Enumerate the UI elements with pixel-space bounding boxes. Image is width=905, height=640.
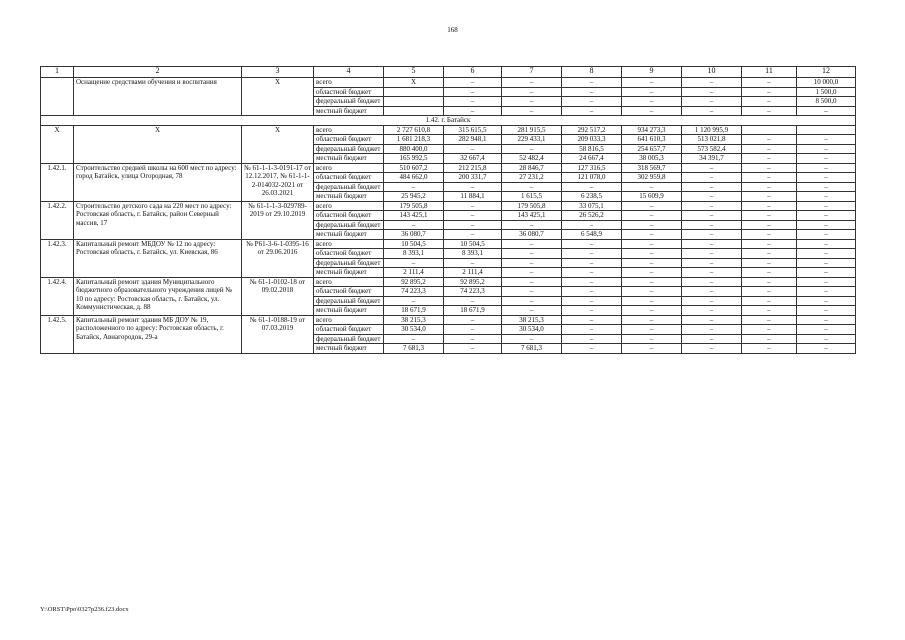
item-name: Капитальный ремонт здания МБ ДОУ № 19, расположенного по адресу: Ростовская область, г. Батайск, Авиагородок, 29-а xyxy=(74,315,242,353)
funding-source: всего xyxy=(314,125,384,135)
value-cell: – xyxy=(742,144,797,154)
value-cell: – xyxy=(682,97,742,107)
value-cell: – xyxy=(502,249,562,259)
value-cell: – xyxy=(742,106,797,116)
value-cell: 127 316,5 xyxy=(562,163,622,173)
funding-source: местный бюджет xyxy=(314,268,384,278)
value-cell: – xyxy=(797,192,856,202)
value-cell: – xyxy=(797,296,856,306)
value-cell: 880 400,0 xyxy=(384,144,444,154)
value-cell: – xyxy=(742,268,797,278)
item-number xyxy=(41,78,74,116)
funding-source: областной бюджет xyxy=(314,287,384,297)
value-cell: – xyxy=(742,173,797,183)
value-cell: 10 504,5 xyxy=(384,239,444,249)
value-cell: – xyxy=(444,258,502,268)
value-cell: 200 331,7 xyxy=(444,173,502,183)
value-cell: – xyxy=(682,249,742,259)
value-cell: – xyxy=(797,182,856,192)
value-cell: – xyxy=(502,97,562,107)
value-cell: – xyxy=(502,287,562,297)
item-name: Строительство детского сада на 220 мест по адресу: Ростовская область, г. Батайск, район Северный массив, 17 xyxy=(74,201,242,239)
value-cell: 165 992,5 xyxy=(384,154,444,164)
value-cell xyxy=(384,106,444,116)
value-cell: – xyxy=(384,182,444,192)
item-document: X xyxy=(242,125,314,163)
column-header: 11 xyxy=(742,67,797,78)
value-cell: – xyxy=(562,97,622,107)
value-cell: – xyxy=(502,258,562,268)
column-header: 4 xyxy=(314,67,384,78)
value-cell: – xyxy=(502,78,562,88)
value-cell: – xyxy=(502,306,562,316)
value-cell: 8 393,1 xyxy=(384,249,444,259)
funding-source: федеральный бюджет xyxy=(314,334,384,344)
value-cell: – xyxy=(682,78,742,88)
value-cell: 10 000,0 xyxy=(797,78,856,88)
value-cell: – xyxy=(622,87,682,97)
value-cell: 318 569,7 xyxy=(622,163,682,173)
value-cell: – xyxy=(742,87,797,97)
funding-source: местный бюджет xyxy=(314,306,384,316)
value-cell: 92 895,2 xyxy=(384,277,444,287)
value-cell: 33 075,1 xyxy=(562,201,622,211)
item-number: 1.42.2. xyxy=(41,201,74,239)
page-number: 168 xyxy=(447,26,458,34)
footer-path: Y:\ORST\Ppo\0327p236.f23.docx xyxy=(40,606,129,613)
header-row xyxy=(41,67,856,78)
value-cell: – xyxy=(742,211,797,221)
value-cell: – xyxy=(682,192,742,202)
value-cell: – xyxy=(742,258,797,268)
value-cell: – xyxy=(742,192,797,202)
value-cell: – xyxy=(502,277,562,287)
funding-source: местный бюджет xyxy=(314,192,384,202)
value-cell: 38 005,3 xyxy=(622,154,682,164)
value-cell: – xyxy=(622,211,682,221)
value-cell: – xyxy=(742,239,797,249)
item-number: 1.42.3. xyxy=(41,239,74,277)
value-cell: 209 033,3 xyxy=(562,135,622,145)
table-row xyxy=(41,315,856,325)
value-cell: – xyxy=(682,163,742,173)
value-cell: – xyxy=(797,277,856,287)
value-cell: 282 948,1 xyxy=(444,135,502,145)
value-cell: – xyxy=(444,230,502,240)
value-cell: – xyxy=(502,182,562,192)
value-cell: – xyxy=(444,211,502,221)
value-cell: – xyxy=(622,296,682,306)
value-cell: 254 657,7 xyxy=(622,144,682,154)
funding-source: местный бюджет xyxy=(314,154,384,164)
value-cell: – xyxy=(797,163,856,173)
value-cell: – xyxy=(622,106,682,116)
value-cell: – xyxy=(502,268,562,278)
value-cell: – xyxy=(742,334,797,344)
table-row xyxy=(41,78,856,88)
value-cell: 10 504,5 xyxy=(444,239,502,249)
value-cell: – xyxy=(384,258,444,268)
value-cell: 18 671,9 xyxy=(384,306,444,316)
value-cell: – xyxy=(682,258,742,268)
value-cell: – xyxy=(444,97,502,107)
value-cell: – xyxy=(622,287,682,297)
value-cell xyxy=(384,87,444,97)
value-cell: 2 111,4 xyxy=(384,268,444,278)
value-cell xyxy=(742,125,797,135)
item-number: 1.42.5. xyxy=(41,315,74,353)
value-cell: 7 681,3 xyxy=(502,344,562,354)
value-cell: – xyxy=(502,239,562,249)
value-cell: – xyxy=(622,268,682,278)
value-cell: 229 433,1 xyxy=(502,135,562,145)
value-cell: – xyxy=(797,287,856,297)
value-cell: – xyxy=(797,249,856,259)
funding-source: местный бюджет xyxy=(314,344,384,354)
value-cell: – xyxy=(562,106,622,116)
funding-source: областной бюджет xyxy=(314,87,384,97)
value-cell: 52 482,4 xyxy=(502,154,562,164)
table-row xyxy=(41,125,856,135)
funding-source: областной бюджет xyxy=(314,173,384,183)
value-cell: – xyxy=(797,106,856,116)
value-cell: – xyxy=(797,239,856,249)
value-cell: – xyxy=(622,306,682,316)
item-document: № 61-1-0102-18 от 09.02.2018 xyxy=(242,277,314,315)
table-row xyxy=(41,239,856,249)
value-cell: – xyxy=(622,334,682,344)
value-cell: 302 959,8 xyxy=(622,173,682,183)
value-cell: – xyxy=(384,296,444,306)
value-cell: – xyxy=(742,325,797,335)
value-cell: – xyxy=(797,144,856,154)
value-cell: – xyxy=(502,144,562,154)
value-cell: 513 021,8 xyxy=(682,135,742,145)
value-cell: 32 667,4 xyxy=(444,154,502,164)
value-cell: – xyxy=(444,220,502,230)
value-cell: – xyxy=(622,220,682,230)
value-cell: – xyxy=(444,182,502,192)
value-cell: – xyxy=(444,144,502,154)
value-cell: 30 534,0 xyxy=(384,325,444,335)
value-cell: 25 945,2 xyxy=(384,192,444,202)
value-cell: 26 526,2 xyxy=(562,211,622,221)
value-cell: – xyxy=(502,87,562,97)
value-cell: – xyxy=(562,306,622,316)
funding-source: местный бюджет xyxy=(314,230,384,240)
value-cell: 315 615,5 xyxy=(444,125,502,135)
value-cell: – xyxy=(444,296,502,306)
item-name: X xyxy=(74,125,242,163)
funding-source: федеральный бюджет xyxy=(314,97,384,107)
value-cell: – xyxy=(742,135,797,145)
value-cell: – xyxy=(444,325,502,335)
value-cell: – xyxy=(622,277,682,287)
value-cell: 121 078,0 xyxy=(562,173,622,183)
value-cell: – xyxy=(562,78,622,88)
value-cell: 143 425,1 xyxy=(502,211,562,221)
value-cell: – xyxy=(622,78,682,88)
value-cell: 292 517,2 xyxy=(562,125,622,135)
funding-source: всего xyxy=(314,201,384,211)
item-document: № 61-1-1-3-029789-2019 от 29.10.2019 xyxy=(242,201,314,239)
funding-source: всего xyxy=(314,239,384,249)
value-cell: 74 223,3 xyxy=(384,287,444,297)
value-cell: – xyxy=(384,220,444,230)
funding-source: федеральный бюджет xyxy=(314,296,384,306)
funding-source: федеральный бюджет xyxy=(314,258,384,268)
value-cell: – xyxy=(682,201,742,211)
value-cell: – xyxy=(502,334,562,344)
value-cell: – xyxy=(444,201,502,211)
value-cell: – xyxy=(562,296,622,306)
value-cell: 74 223,3 xyxy=(444,287,502,297)
value-cell: 1 615,5 xyxy=(502,192,562,202)
value-cell: – xyxy=(797,230,856,240)
table-row xyxy=(41,163,856,173)
column-header: 9 xyxy=(622,67,682,78)
value-cell: – xyxy=(562,239,622,249)
value-cell: 28 846,7 xyxy=(502,163,562,173)
item-number: X xyxy=(41,125,74,163)
value-cell: – xyxy=(562,249,622,259)
value-cell: 38 215,3 xyxy=(502,315,562,325)
value-cell: – xyxy=(562,277,622,287)
funding-source: областной бюджет xyxy=(314,249,384,259)
value-cell: – xyxy=(742,78,797,88)
value-cell: – xyxy=(502,106,562,116)
value-cell: – xyxy=(622,97,682,107)
value-cell: 58 816,5 xyxy=(562,144,622,154)
value-cell: 36 080,7 xyxy=(502,230,562,240)
value-cell: 92 895,2 xyxy=(444,277,502,287)
value-cell: – xyxy=(682,173,742,183)
value-cell: – xyxy=(562,182,622,192)
value-cell: 281 915,5 xyxy=(502,125,562,135)
value-cell xyxy=(797,125,856,135)
funding-source: областной бюджет xyxy=(314,325,384,335)
value-cell: – xyxy=(682,211,742,221)
value-cell: – xyxy=(742,230,797,240)
value-cell: – xyxy=(622,239,682,249)
value-cell: – xyxy=(797,344,856,354)
table-row xyxy=(41,277,856,287)
item-name: Строительство средней школы на 600 мест по адресу: город Батайск, улица Огородная, 78 xyxy=(74,163,242,201)
table-row xyxy=(41,201,856,211)
value-cell: 6 548,9 xyxy=(562,230,622,240)
value-cell: – xyxy=(742,201,797,211)
value-cell: – xyxy=(562,220,622,230)
value-cell: – xyxy=(742,220,797,230)
funding-source: всего xyxy=(314,78,384,88)
value-cell: – xyxy=(562,315,622,325)
column-header: 7 xyxy=(502,67,562,78)
column-header: 10 xyxy=(682,67,742,78)
value-cell: 1 681 218,3 xyxy=(384,135,444,145)
value-cell: – xyxy=(502,220,562,230)
value-cell: – xyxy=(797,220,856,230)
value-cell: – xyxy=(682,268,742,278)
value-cell: 212 215,8 xyxy=(444,163,502,173)
budget-table xyxy=(40,66,856,354)
funding-source: всего xyxy=(314,315,384,325)
value-cell: – xyxy=(682,334,742,344)
value-cell: – xyxy=(682,230,742,240)
value-cell: – xyxy=(622,201,682,211)
item-document: № 61-1-1-3-0191-17 от 12.12.2017, № 61-1-1-2-014032-2021 от 26.03.2021 xyxy=(242,163,314,201)
value-cell: – xyxy=(797,154,856,164)
value-cell: 15 609,9 xyxy=(622,192,682,202)
value-cell: – xyxy=(742,97,797,107)
item-number: 1.42.1. xyxy=(41,163,74,201)
funding-source: федеральный бюджет xyxy=(314,182,384,192)
value-cell: 484 662,0 xyxy=(384,173,444,183)
value-cell: 8 393,1 xyxy=(444,249,502,259)
funding-source: федеральный бюджет xyxy=(314,220,384,230)
value-cell: – xyxy=(444,87,502,97)
value-cell: 30 534,0 xyxy=(502,325,562,335)
value-cell: – xyxy=(682,344,742,354)
value-cell: 11 884,1 xyxy=(444,192,502,202)
column-header: 1 xyxy=(41,67,74,78)
column-header: 3 xyxy=(242,67,314,78)
value-cell: – xyxy=(797,325,856,335)
funding-source: местный бюджет xyxy=(314,106,384,116)
value-cell: – xyxy=(682,296,742,306)
value-cell: – xyxy=(622,315,682,325)
value-cell: – xyxy=(444,315,502,325)
value-cell: – xyxy=(562,287,622,297)
value-cell: – xyxy=(797,268,856,278)
value-cell: – xyxy=(742,277,797,287)
value-cell: – xyxy=(682,182,742,192)
value-cell: 934 273,3 xyxy=(622,125,682,135)
value-cell: – xyxy=(682,106,742,116)
value-cell: – xyxy=(562,87,622,97)
value-cell: 27 231,2 xyxy=(502,173,562,183)
value-cell: – xyxy=(742,249,797,259)
item-name: Капитальный ремонт МБДОУ № 12 по адресу: Ростовская область, г. Батайск, ул. Киевская, 86 xyxy=(74,239,242,277)
value-cell: 24 667,4 xyxy=(562,154,622,164)
column-header: 6 xyxy=(444,67,502,78)
value-cell: 36 080,7 xyxy=(384,230,444,240)
value-cell: – xyxy=(444,78,502,88)
value-cell: 34 391,7 xyxy=(682,154,742,164)
column-header: 8 xyxy=(562,67,622,78)
item-number: 1.42.4. xyxy=(41,277,74,315)
funding-source: областной бюджет xyxy=(314,211,384,221)
value-cell: 2 111,4 xyxy=(444,268,502,278)
value-cell: – xyxy=(742,306,797,316)
value-cell: – xyxy=(682,306,742,316)
value-cell: – xyxy=(682,325,742,335)
value-cell: 8 500,0 xyxy=(797,97,856,107)
funding-source: всего xyxy=(314,163,384,173)
value-cell: 1 500,0 xyxy=(797,87,856,97)
value-cell: – xyxy=(622,230,682,240)
value-cell: – xyxy=(444,106,502,116)
value-cell: – xyxy=(797,315,856,325)
value-cell: – xyxy=(797,211,856,221)
value-cell: – xyxy=(562,268,622,278)
value-cell: 510 607,2 xyxy=(384,163,444,173)
value-cell: 179 505,8 xyxy=(502,201,562,211)
funding-source: областной бюджет xyxy=(314,135,384,145)
column-header: 5 xyxy=(384,67,444,78)
value-cell: – xyxy=(622,344,682,354)
value-cell: – xyxy=(444,334,502,344)
item-document: № Р61-3-6-1-0395-16 от 29.06.2016 xyxy=(242,239,314,277)
value-cell: 1 120 995,9 xyxy=(682,125,742,135)
value-cell: 2 727 610,8 xyxy=(384,125,444,135)
section-title: 1.42. г. Батайск xyxy=(41,116,856,126)
item-document: № 61-1-0188-19 от 07.03.2019 xyxy=(242,315,314,353)
value-cell: – xyxy=(742,163,797,173)
value-cell: – xyxy=(622,325,682,335)
value-cell xyxy=(384,97,444,107)
value-cell: 573 582,4 xyxy=(682,144,742,154)
value-cell: 18 671,9 xyxy=(444,306,502,316)
value-cell: – xyxy=(562,325,622,335)
value-cell: – xyxy=(797,173,856,183)
value-cell: – xyxy=(682,87,742,97)
value-cell: – xyxy=(562,344,622,354)
value-cell: X xyxy=(384,78,444,88)
value-cell: 38 215,3 xyxy=(384,315,444,325)
value-cell: – xyxy=(622,258,682,268)
value-cell: – xyxy=(797,201,856,211)
value-cell: – xyxy=(682,287,742,297)
value-cell: – xyxy=(682,315,742,325)
item-name: Оснащение средствами обучения и воспитания xyxy=(74,78,242,116)
column-header: 2 xyxy=(74,67,242,78)
value-cell: – xyxy=(502,296,562,306)
value-cell: – xyxy=(384,334,444,344)
value-cell: – xyxy=(797,334,856,344)
value-cell: – xyxy=(562,334,622,344)
funding-source: всего xyxy=(314,277,384,287)
value-cell: – xyxy=(682,277,742,287)
value-cell: 6 238,5 xyxy=(562,192,622,202)
value-cell: 179 505,8 xyxy=(384,201,444,211)
value-cell: – xyxy=(742,287,797,297)
value-cell: – xyxy=(682,239,742,249)
value-cell: – xyxy=(797,258,856,268)
value-cell: 7 681,3 xyxy=(384,344,444,354)
item-name: Капитальный ремонт здания Муниципального бюджетного образовательного учреждения лицей № 10 по адресу: Ростовская область, г. Батайск, ул. Коммунистическая, д. 88 xyxy=(74,277,242,315)
item-document: X xyxy=(242,78,314,116)
value-cell: – xyxy=(742,182,797,192)
table-body xyxy=(41,67,856,354)
value-cell: 143 425,1 xyxy=(384,211,444,221)
value-cell: 641 610,3 xyxy=(622,135,682,145)
value-cell: – xyxy=(797,135,856,145)
value-cell: – xyxy=(742,296,797,306)
column-header: 12 xyxy=(797,67,856,78)
value-cell: – xyxy=(444,344,502,354)
value-cell: – xyxy=(622,249,682,259)
value-cell: – xyxy=(797,306,856,316)
value-cell: – xyxy=(622,182,682,192)
funding-source: федеральный бюджет xyxy=(314,144,384,154)
value-cell: – xyxy=(742,344,797,354)
value-cell: – xyxy=(682,220,742,230)
section-row xyxy=(41,116,856,126)
value-cell: – xyxy=(742,315,797,325)
value-cell: – xyxy=(562,258,622,268)
value-cell: – xyxy=(742,154,797,164)
